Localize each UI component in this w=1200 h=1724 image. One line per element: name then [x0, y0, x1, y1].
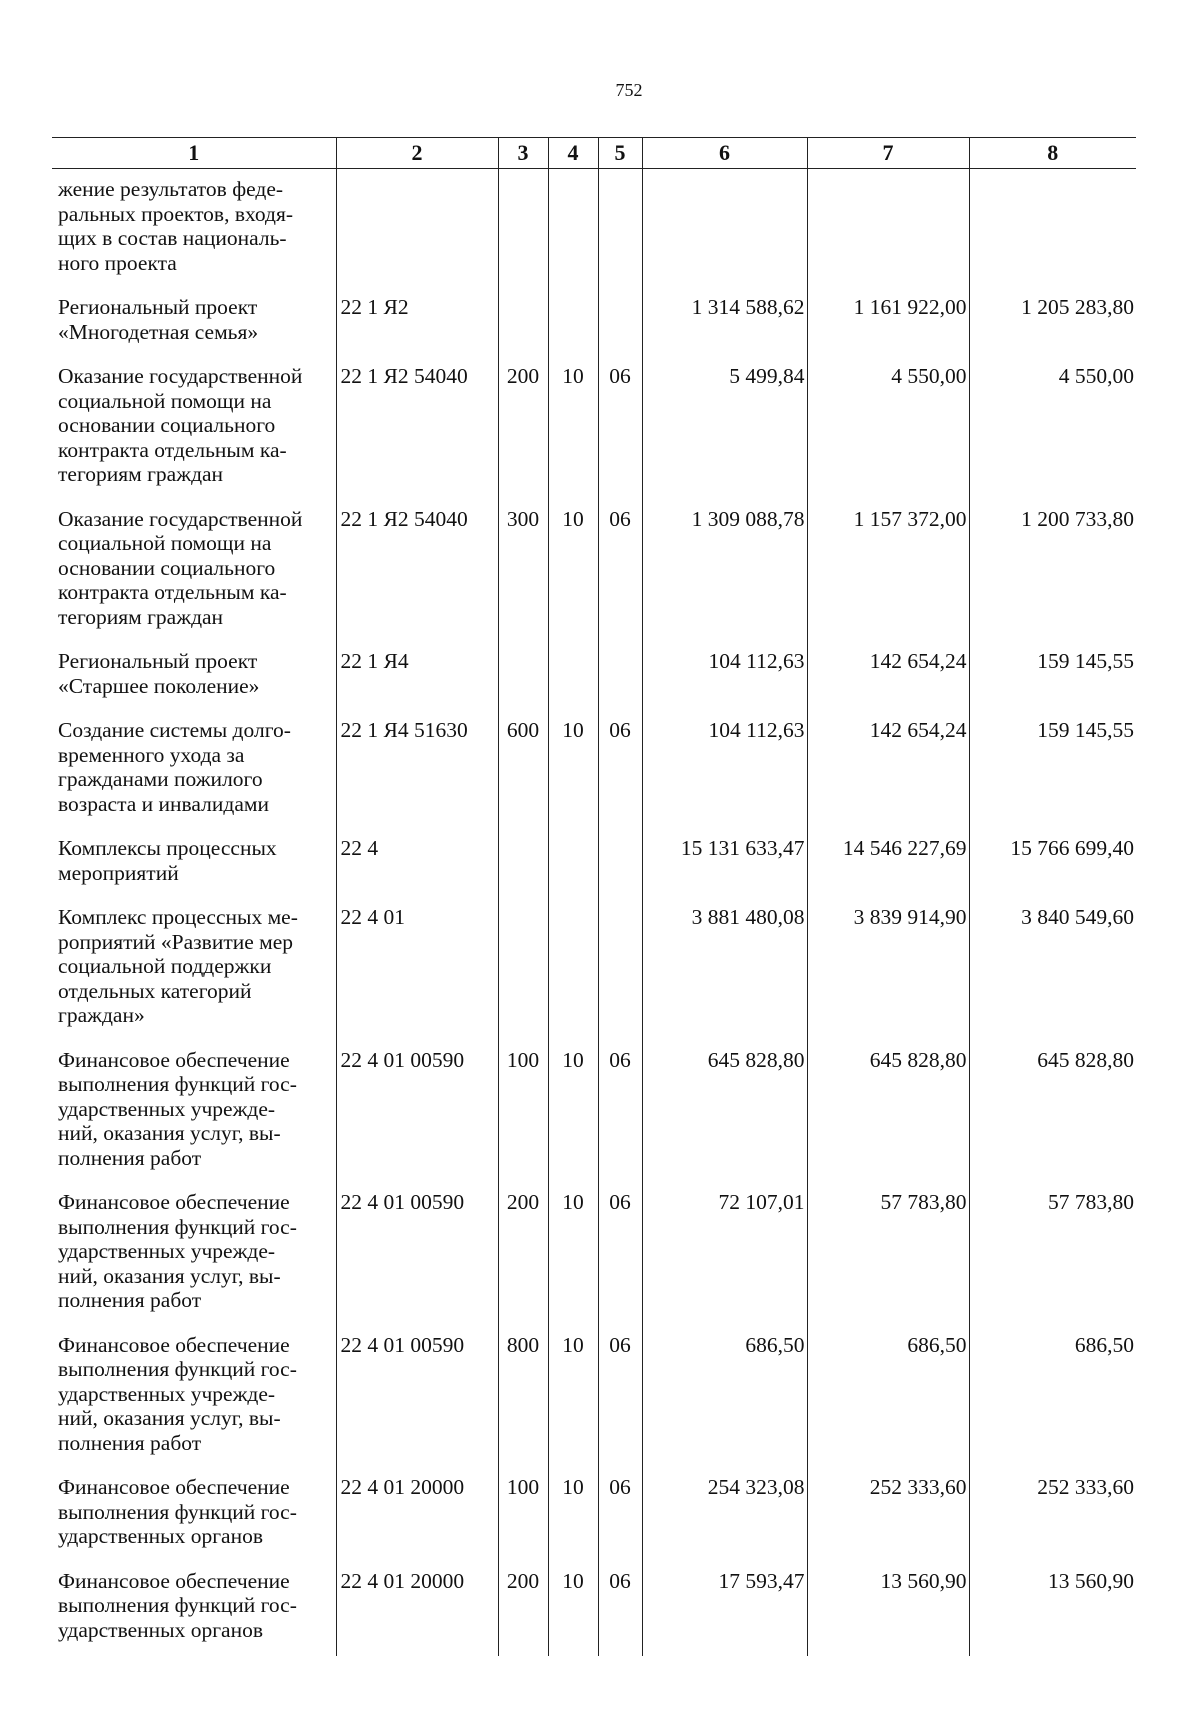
row-col3	[498, 830, 548, 899]
row-col4	[548, 643, 598, 712]
row-code: 22 1 Я4	[336, 643, 498, 712]
row-col4: 10	[548, 712, 598, 830]
row-name: Региональный проект «Многодетная семья»	[58, 295, 259, 344]
row-name: Комплекс процессных ме- роприятий «Развитие мер социальной поддержки отдельных категорий граждан»	[58, 905, 298, 1027]
row-value-7: 57 783,80	[807, 1184, 969, 1327]
column-header: 2	[336, 138, 498, 169]
table-row	[52, 289, 1136, 358]
row-value-7: 13 560,90	[807, 1563, 969, 1657]
table-row	[52, 358, 1136, 501]
table-row	[52, 1327, 1136, 1470]
row-name: Финансовое обеспечение выполнения функций гос- ударственных учрежде- ний, оказания услуг, вы- полнения работ	[58, 1047, 297, 1170]
row-value-7: 4 550,00	[807, 358, 969, 501]
row-code: 22 4 01	[336, 899, 498, 1042]
row-value-7: 1 157 372,00	[807, 501, 969, 644]
column-header: 5	[598, 138, 642, 169]
row-code: 22 1 Я2 54040	[336, 501, 498, 644]
row-value-6: 5 499,84	[642, 358, 807, 501]
row-col5	[598, 899, 642, 1042]
row-code: 22 4	[336, 830, 498, 899]
row-col4	[548, 289, 598, 358]
row-value-8: 57 783,80	[969, 1184, 1136, 1327]
row-col5: 06	[598, 1327, 642, 1470]
row-value-7: 686,50	[807, 1327, 969, 1470]
row-value-7: 14 546 227,69	[807, 830, 969, 899]
row-value-8: 4 550,00	[969, 358, 1136, 501]
row-value-6	[642, 169, 807, 290]
row-col5	[598, 169, 642, 290]
row-value-8	[969, 169, 1136, 290]
row-col3: 200	[498, 1563, 548, 1657]
row-code: 22 4 01 20000	[336, 1563, 498, 1657]
row-col3: 300	[498, 501, 548, 644]
column-header: 1	[52, 138, 336, 169]
table-row	[52, 830, 1136, 899]
row-col3	[498, 289, 548, 358]
row-col5: 06	[598, 358, 642, 501]
row-col3: 100	[498, 1042, 548, 1185]
row-value-7	[807, 169, 969, 290]
row-value-6: 17 593,47	[642, 1563, 807, 1657]
table-body	[52, 169, 1136, 1657]
table-row	[52, 1563, 1136, 1657]
table-row	[52, 1184, 1136, 1327]
row-col5: 06	[598, 1563, 642, 1657]
row-col5: 06	[598, 501, 642, 644]
row-value-7: 142 654,24	[807, 712, 969, 830]
row-col5: 06	[598, 712, 642, 830]
row-value-8: 159 145,55	[969, 643, 1136, 712]
row-col4: 10	[548, 358, 598, 501]
row-code	[336, 169, 498, 290]
row-col4: 10	[548, 1469, 598, 1563]
row-name: Региональный проект «Старшее поколение»	[58, 649, 260, 698]
table-row	[52, 1042, 1136, 1185]
row-col3: 100	[498, 1469, 548, 1563]
row-col3: 200	[498, 358, 548, 501]
row-name: Финансовое обеспечение выполнения функций гос- ударственных учрежде- ний, оказания услуг, вы- полнения работ	[58, 1332, 297, 1455]
row-col3: 600	[498, 712, 548, 830]
table-row	[52, 899, 1136, 1042]
row-col4	[548, 899, 598, 1042]
row-value-8: 3 840 549,60	[969, 899, 1136, 1042]
row-code: 22 4 01 00590	[336, 1184, 498, 1327]
row-name: Оказание государственной социальной помощи на основании социального контракта отдельным ка- тегориям граждан	[58, 506, 303, 629]
row-value-7: 252 333,60	[807, 1469, 969, 1563]
column-header: 8	[969, 138, 1136, 169]
row-value-8: 15 766 699,40	[969, 830, 1136, 899]
table-row	[52, 501, 1136, 644]
table-row	[52, 643, 1136, 712]
row-value-6: 254 323,08	[642, 1469, 807, 1563]
row-value-7: 142 654,24	[807, 643, 969, 712]
row-col5: 06	[598, 1469, 642, 1563]
row-value-6: 3 881 480,08	[642, 899, 807, 1042]
row-code: 22 1 Я2	[336, 289, 498, 358]
column-header: 3	[498, 138, 548, 169]
row-name: Финансовое обеспечение выполнения функций гос- ударственных учрежде- ний, оказания услуг, вы- полнения работ	[58, 1190, 297, 1312]
row-col5	[598, 643, 642, 712]
row-col3	[498, 643, 548, 712]
row-col3	[498, 169, 548, 290]
table-header-row	[52, 138, 1136, 169]
row-col4: 10	[548, 1327, 598, 1470]
row-value-7: 1 161 922,00	[807, 289, 969, 358]
row-name: Комплексы процессных мероприятий	[58, 836, 277, 885]
table-row	[52, 169, 1136, 290]
row-name: жение результатов феде- ральных проектов, входя- щих в состав националь- ного проекта	[58, 177, 294, 275]
row-value-6: 645 828,80	[642, 1042, 807, 1185]
row-value-6: 1 314 588,62	[642, 289, 807, 358]
row-col4	[548, 830, 598, 899]
row-code: 22 4 01 00590	[336, 1042, 498, 1185]
row-value-8: 686,50	[969, 1327, 1136, 1470]
row-col5: 06	[598, 1184, 642, 1327]
row-col4: 10	[548, 501, 598, 644]
row-col3: 800	[498, 1327, 548, 1470]
row-value-7: 3 839 914,90	[807, 899, 969, 1042]
budget-table	[52, 137, 1136, 1656]
row-value-8: 13 560,90	[969, 1563, 1136, 1657]
row-col5	[598, 830, 642, 899]
row-value-6: 686,50	[642, 1327, 807, 1470]
column-header: 7	[807, 138, 969, 169]
row-value-6: 104 112,63	[642, 712, 807, 830]
row-col5: 06	[598, 1042, 642, 1185]
row-value-6: 1 309 088,78	[642, 501, 807, 644]
row-col3	[498, 899, 548, 1042]
row-value-7: 645 828,80	[807, 1042, 969, 1185]
table-row	[52, 712, 1136, 830]
column-header: 6	[642, 138, 807, 169]
row-value-6: 72 107,01	[642, 1184, 807, 1327]
row-name: Создание системы долго- временного ухода за гражданами пожилого возраста и инвалидами	[58, 718, 291, 816]
row-name: Финансовое обеспечение выполнения функций гос- ударственных органов	[58, 1568, 297, 1642]
row-value-8: 159 145,55	[969, 712, 1136, 830]
row-code: 22 4 01 20000	[336, 1469, 498, 1563]
row-col3: 200	[498, 1184, 548, 1327]
row-name: Оказание государственной социальной помощи на основании социального контракта отдельным ка- тегориям граждан	[58, 364, 303, 486]
row-col4	[548, 169, 598, 290]
row-col4: 10	[548, 1563, 598, 1657]
row-code: 22 4 01 00590	[336, 1327, 498, 1470]
row-value-8: 645 828,80	[969, 1042, 1136, 1185]
row-value-6: 15 131 633,47	[642, 830, 807, 899]
row-col4: 10	[548, 1042, 598, 1185]
table-row	[52, 1469, 1136, 1563]
row-value-8: 252 333,60	[969, 1469, 1136, 1563]
row-col4: 10	[548, 1184, 598, 1327]
row-value-8: 1 205 283,80	[969, 289, 1136, 358]
row-name: Финансовое обеспечение выполнения функций гос- ударственных органов	[58, 1475, 297, 1548]
row-code: 22 1 Я2 54040	[336, 358, 498, 501]
page-number: 752	[615, 80, 643, 100]
row-col5	[598, 289, 642, 358]
row-value-8: 1 200 733,80	[969, 501, 1136, 644]
row-code: 22 1 Я4 51630	[336, 712, 498, 830]
column-header: 4	[548, 138, 598, 169]
row-value-6: 104 112,63	[642, 643, 807, 712]
